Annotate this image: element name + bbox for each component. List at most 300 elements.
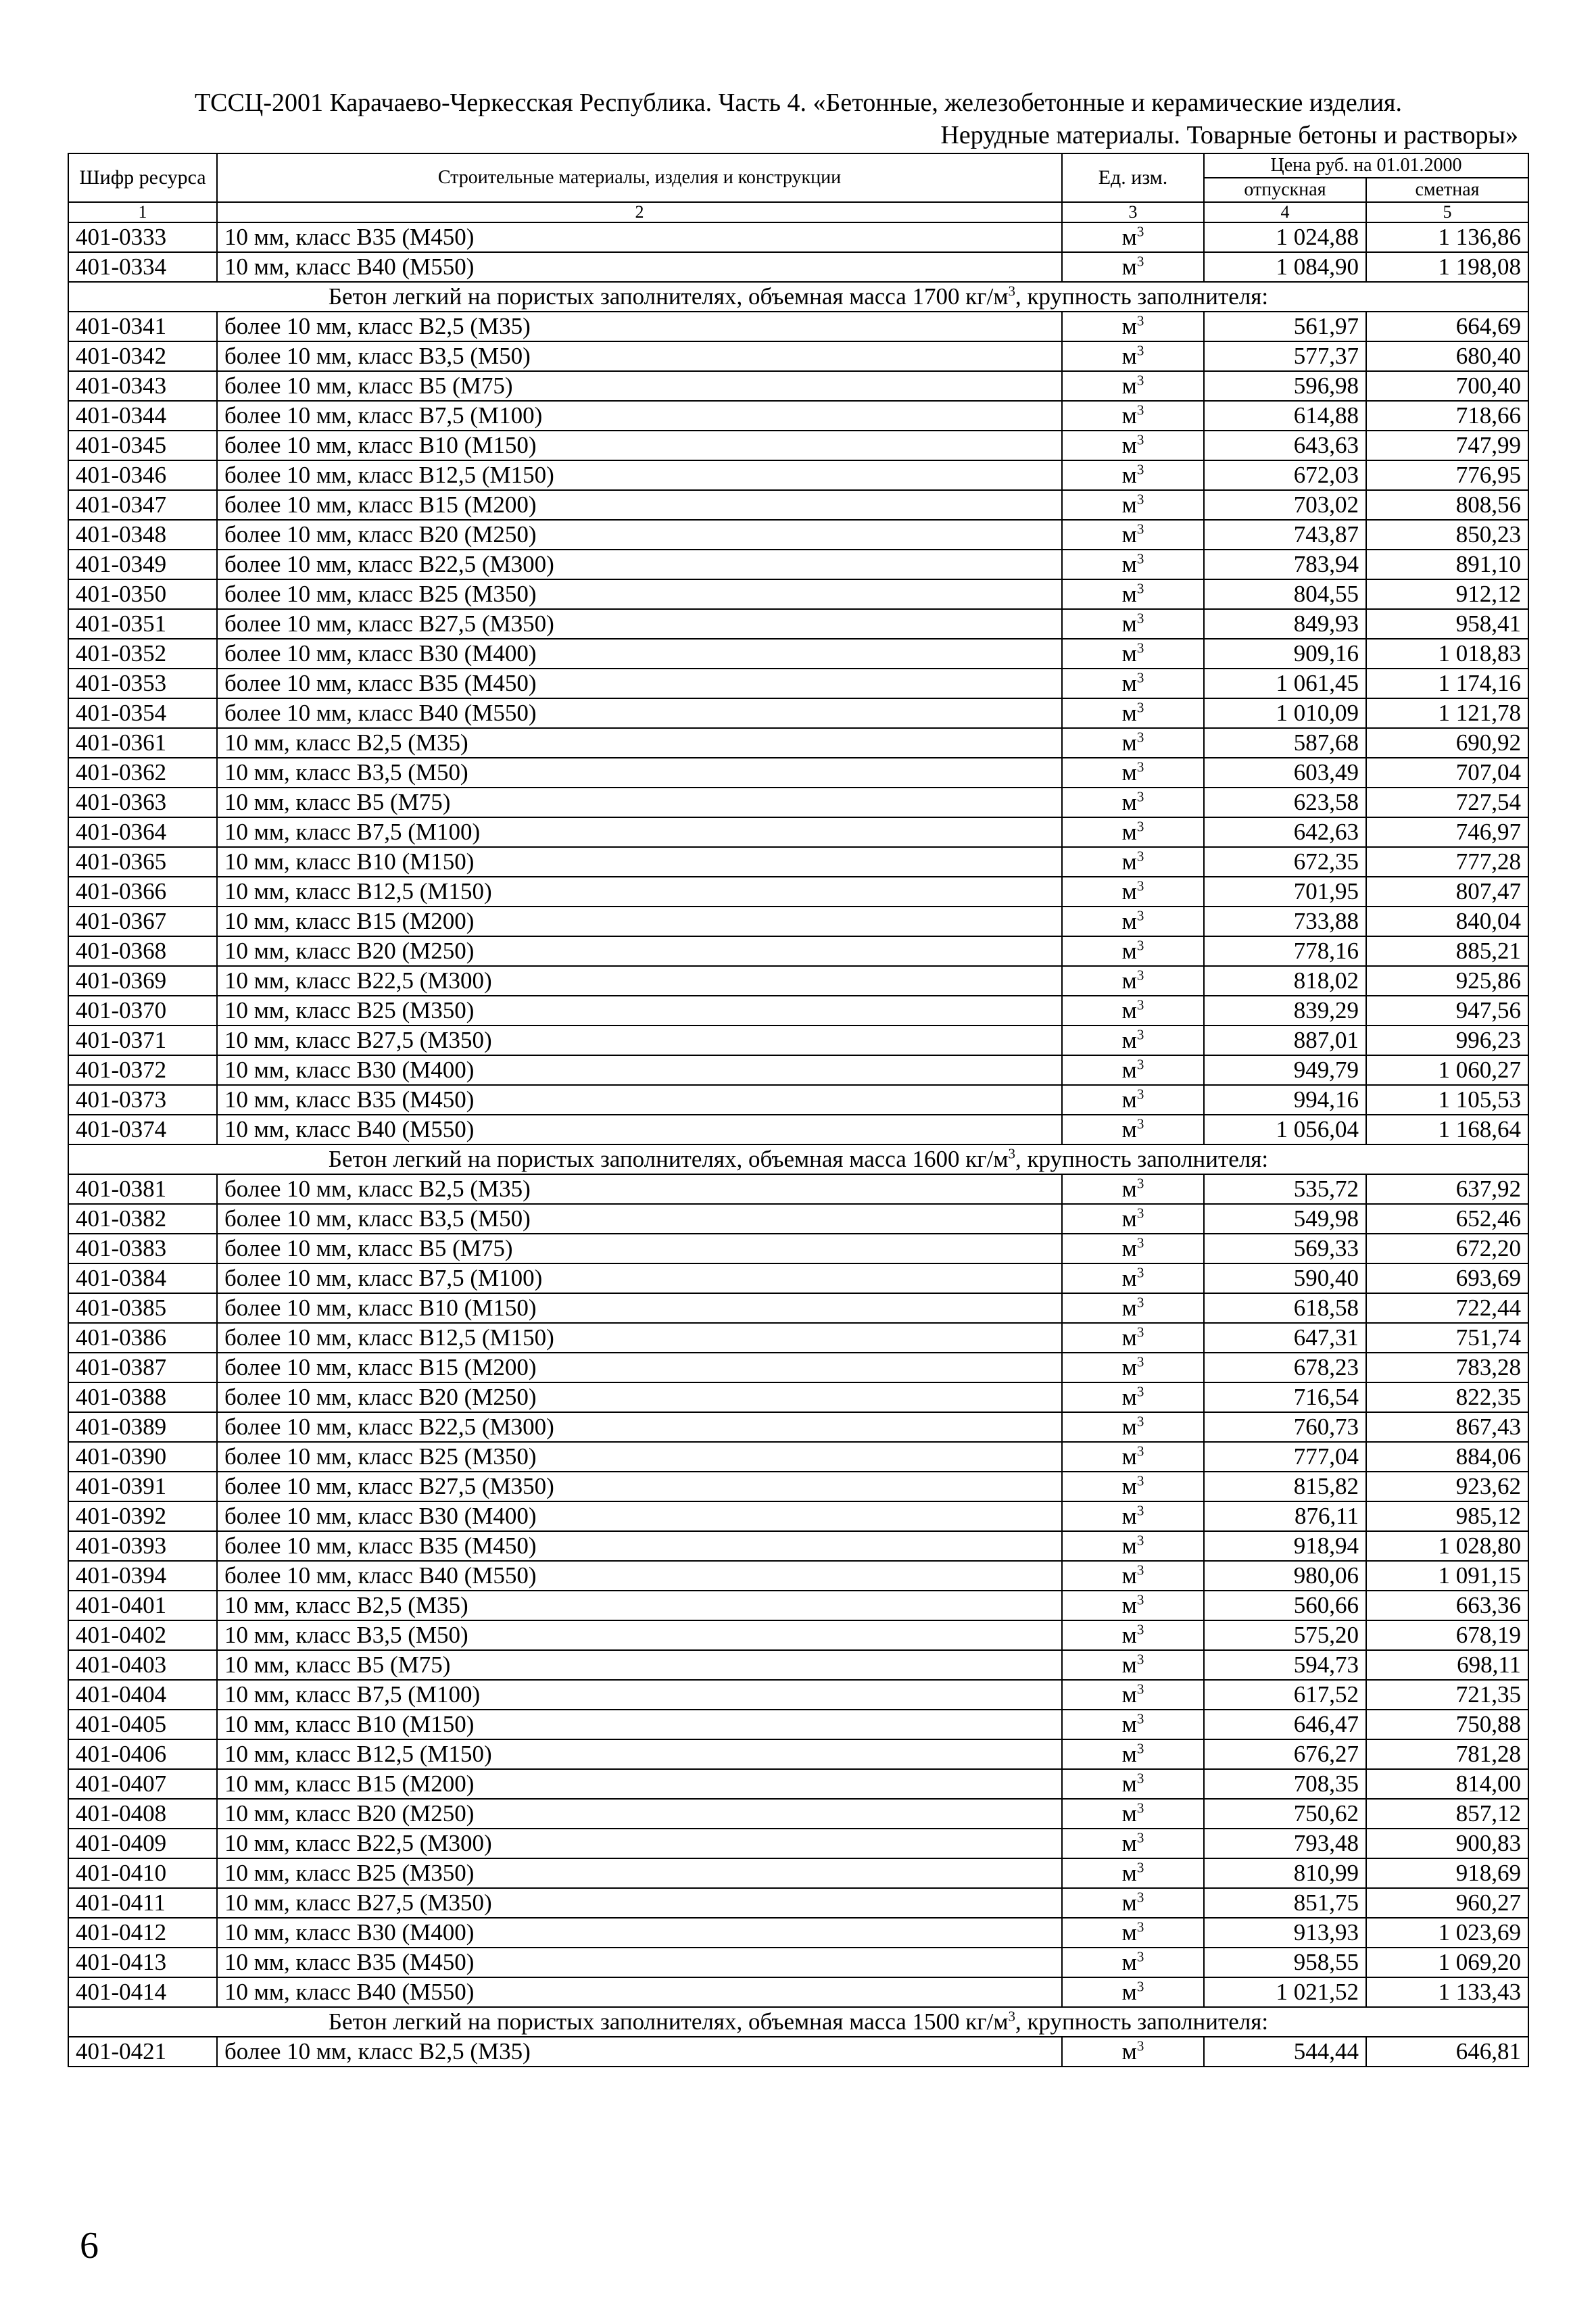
release-price: 716,54 <box>1204 1382 1366 1412</box>
unit-base: м <box>1121 997 1137 1023</box>
material-name: более 10 мм, класс В12,5 (М150) <box>217 1323 1062 1353</box>
estimate-price: 857,12 <box>1366 1799 1528 1829</box>
release-price: 733,88 <box>1204 907 1366 936</box>
unit-base: м <box>1121 254 1137 280</box>
resource-code: 401-0381 <box>68 1174 217 1204</box>
material-name: более 10 мм, класс В22,5 (М300) <box>217 550 1062 579</box>
resource-code: 401-0362 <box>68 758 217 788</box>
table-row <box>68 1234 1528 1263</box>
unit-base: м <box>1121 1919 1137 1946</box>
unit-base: м <box>1121 759 1137 786</box>
unit-cell <box>1062 1353 1204 1382</box>
unit-exponent: 3 <box>1136 2037 1144 2054</box>
estimate-price: 1 069,20 <box>1366 1948 1528 1977</box>
unit-exponent: 3 <box>1136 1859 1144 1876</box>
material-name: более 10 мм, класс В5 (М75) <box>217 371 1062 401</box>
unit-cell <box>1062 1234 1204 1263</box>
unit-base: м <box>1121 1027 1137 1053</box>
table-row <box>68 222 1528 252</box>
estimate-price: 750,88 <box>1366 1710 1528 1739</box>
unit-base: м <box>1121 610 1137 637</box>
header-name: Строительные материалы, изделия и конструкции <box>217 153 1062 202</box>
header-unit: Ед. изм. <box>1062 153 1204 202</box>
unit-exponent: 3 <box>1136 1056 1144 1073</box>
column-number-row <box>68 202 1528 222</box>
unit-base: м <box>1121 1830 1137 1856</box>
unit-cell <box>1062 1829 1204 1858</box>
resource-code: 401-0372 <box>68 1055 217 1085</box>
table-row <box>68 1353 1528 1382</box>
column-number: 3 <box>1062 202 1204 222</box>
table-row <box>68 550 1528 579</box>
release-price: 913,93 <box>1204 1918 1366 1948</box>
unit-exponent: 3 <box>1136 461 1144 478</box>
material-name: 10 мм, класс В15 (М200) <box>217 907 1062 936</box>
unit-cell <box>1062 907 1204 936</box>
table-row <box>68 371 1528 401</box>
unit-exponent: 3 <box>1136 223 1144 240</box>
release-price: 618,58 <box>1204 1293 1366 1323</box>
estimate-price: 840,04 <box>1366 907 1528 936</box>
release-price: 1 056,04 <box>1204 1115 1366 1144</box>
table-row <box>68 1739 1528 1769</box>
unit-base: м <box>1121 1443 1137 1470</box>
unit-exponent: 3 <box>1136 1443 1144 1459</box>
estimate-price: 747,99 <box>1366 431 1528 460</box>
estimate-price: 822,35 <box>1366 1382 1528 1412</box>
material-name: 10 мм, класс В2,5 (М35) <box>217 728 1062 758</box>
resource-code: 401-0369 <box>68 966 217 996</box>
resource-code: 401-0370 <box>68 996 217 1026</box>
unit-exponent: 3 <box>1136 818 1144 835</box>
resource-code: 401-0408 <box>68 1799 217 1829</box>
release-price: 849,93 <box>1204 609 1366 639</box>
unit-cell <box>1062 1085 1204 1115</box>
unit-base: м <box>1121 1384 1137 1410</box>
release-price: 603,49 <box>1204 758 1366 788</box>
table-row <box>68 1412 1528 1442</box>
resource-code: 401-0384 <box>68 1263 217 1293</box>
resource-code: 401-0351 <box>68 609 217 639</box>
release-price: 678,23 <box>1204 1353 1366 1382</box>
material-name: 10 мм, класс В40 (М550) <box>217 1977 1062 2007</box>
unit-base: м <box>1121 1889 1137 1916</box>
release-price: 815,82 <box>1204 1472 1366 1501</box>
release-price: 708,35 <box>1204 1769 1366 1799</box>
resource-code: 401-0387 <box>68 1353 217 1382</box>
release-price: 1 084,90 <box>1204 252 1366 282</box>
material-name: 10 мм, класс В27,5 (М350) <box>217 1888 1062 1918</box>
unit-base: м <box>1121 1324 1137 1351</box>
material-name: 10 мм, класс В20 (М250) <box>217 1799 1062 1829</box>
unit-exponent: 3 <box>1136 1651 1144 1668</box>
estimate-price: 722,44 <box>1366 1293 1528 1323</box>
unit-cell <box>1062 222 1204 252</box>
estimate-price: 751,74 <box>1366 1323 1528 1353</box>
unit-base: м <box>1121 789 1137 815</box>
material-name: 10 мм, класс В35 (М450) <box>217 1085 1062 1115</box>
unit-exponent: 3 <box>1136 1502 1144 1519</box>
unit-exponent: 3 <box>1136 1026 1144 1043</box>
table-row <box>68 431 1528 460</box>
material-name: 10 мм, класс В12,5 (М150) <box>217 1739 1062 1769</box>
unit-cell <box>1062 1263 1204 1293</box>
estimate-price: 891,10 <box>1366 550 1528 579</box>
resource-code: 401-0371 <box>68 1026 217 1055</box>
release-price: 590,40 <box>1204 1263 1366 1293</box>
table-row <box>68 1591 1528 1620</box>
material-name: более 10 мм, класс В7,5 (М100) <box>217 401 1062 431</box>
table-row <box>68 877 1528 907</box>
header-price: Цена руб. на 01.01.2000 <box>1204 153 1528 178</box>
unit-cell <box>1062 252 1204 282</box>
estimate-price: 947,56 <box>1366 996 1528 1026</box>
unit-cell <box>1062 996 1204 1026</box>
material-name: 10 мм, класс В12,5 (М150) <box>217 877 1062 907</box>
release-price: 561,97 <box>1204 312 1366 341</box>
resource-code: 401-0374 <box>68 1115 217 1144</box>
table-row <box>68 1680 1528 1710</box>
resource-code: 401-0350 <box>68 579 217 609</box>
resource-code: 401-0343 <box>68 371 217 401</box>
section-title-suffix: , крупность заполнителя: <box>1015 283 1269 310</box>
estimate-price: 777,28 <box>1366 847 1528 877</box>
estimate-price: 700,40 <box>1366 371 1528 401</box>
table-row <box>68 847 1528 877</box>
estimate-price: 746,97 <box>1366 817 1528 847</box>
unit-cell <box>1062 758 1204 788</box>
estimate-price: 814,00 <box>1366 1769 1528 1799</box>
release-price: 701,95 <box>1204 877 1366 907</box>
resource-code: 401-0394 <box>68 1561 217 1591</box>
resource-code: 401-0390 <box>68 1442 217 1472</box>
release-price: 587,68 <box>1204 728 1366 758</box>
resource-code: 401-0346 <box>68 460 217 490</box>
material-name: 10 мм, класс В22,5 (М300) <box>217 966 1062 996</box>
unit-base: м <box>1121 551 1137 577</box>
header-estimate-price: сметная <box>1366 178 1528 202</box>
section-title-suffix: , крупность заполнителя: <box>1015 2008 1269 2035</box>
material-name: более 10 мм, класс В40 (М550) <box>217 1561 1062 1591</box>
estimate-price: 783,28 <box>1366 1353 1528 1382</box>
section-title <box>68 1144 1528 1174</box>
release-price: 909,16 <box>1204 639 1366 669</box>
section-title-text: Бетон легкий на пористых заполнителях, объемная масса 1700 кг/м <box>328 283 1009 310</box>
section-title-text: Бетон легкий на пористых заполнителях, объемная масса 1500 кг/м <box>328 2008 1009 2035</box>
unit-cell <box>1062 1799 1204 1829</box>
unit-exponent: 3 <box>1136 312 1144 329</box>
unit-exponent: 3 <box>1136 1294 1144 1311</box>
unit-exponent: 3 <box>1136 1086 1144 1103</box>
table-row <box>68 1501 1528 1531</box>
unit-base: м <box>1121 908 1137 934</box>
release-price: 743,87 <box>1204 520 1366 550</box>
unit-base: м <box>1121 372 1137 399</box>
table-row <box>68 758 1528 788</box>
resource-code: 401-0364 <box>68 817 217 847</box>
table-row <box>68 1620 1528 1650</box>
unit-base: м <box>1121 848 1137 875</box>
unit-base: м <box>1121 878 1137 904</box>
unit-exponent: 3 <box>1136 1889 1144 1906</box>
resource-code: 401-0368 <box>68 936 217 966</box>
unit-base: м <box>1121 1681 1137 1708</box>
unit-base: м <box>1121 1533 1137 1559</box>
unit-cell <box>1062 431 1204 460</box>
resource-code: 401-0421 <box>68 2037 217 2067</box>
resource-code: 401-0413 <box>68 1948 217 1977</box>
estimate-price: 960,27 <box>1366 1888 1528 1918</box>
release-price: 643,63 <box>1204 431 1366 460</box>
section-title-suffix: , крупность заполнителя: <box>1015 1146 1269 1172</box>
estimate-price: 672,20 <box>1366 1234 1528 1263</box>
material-name: более 10 мм, класс В15 (М200) <box>217 490 1062 520</box>
resource-code: 401-0366 <box>68 877 217 907</box>
release-price: 760,73 <box>1204 1412 1366 1442</box>
estimate-price: 1 023,69 <box>1366 1918 1528 1948</box>
unit-exponent: 3 <box>1136 788 1144 805</box>
table-row <box>68 609 1528 639</box>
unit-exponent: 3 <box>1136 1532 1144 1549</box>
unit-cell <box>1062 728 1204 758</box>
resource-code: 401-0342 <box>68 341 217 371</box>
unit-exponent: 3 <box>1136 967 1144 984</box>
resource-code: 401-0349 <box>68 550 217 579</box>
estimate-price: 900,83 <box>1366 1829 1528 1858</box>
unit-exponent: 3 <box>1136 1562 1144 1578</box>
resource-code: 401-0341 <box>68 312 217 341</box>
unit-exponent: 3 <box>1136 640 1144 656</box>
unit-base: м <box>1121 313 1137 339</box>
table-row <box>68 2037 1528 2067</box>
section-title-exponent: 3 <box>1008 2008 1015 2025</box>
release-price: 851,75 <box>1204 1888 1366 1918</box>
unit-base: м <box>1121 462 1137 488</box>
release-price: 918,94 <box>1204 1531 1366 1561</box>
estimate-price: 781,28 <box>1366 1739 1528 1769</box>
release-price: 994,16 <box>1204 1085 1366 1115</box>
unit-cell <box>1062 669 1204 698</box>
unit-base: м <box>1121 967 1137 994</box>
table-row <box>68 1323 1528 1353</box>
material-name: 10 мм, класс В5 (М75) <box>217 788 1062 817</box>
unit-exponent: 3 <box>1136 699 1144 716</box>
section-header-row <box>68 282 1528 312</box>
unit-cell <box>1062 936 1204 966</box>
resource-code: 401-0405 <box>68 1710 217 1739</box>
unit-cell <box>1062 1174 1204 1204</box>
unit-base: м <box>1121 1770 1137 1797</box>
unit-exponent: 3 <box>1136 669 1144 686</box>
table-row <box>68 817 1528 847</box>
resource-code: 401-0334 <box>68 252 217 282</box>
resource-code: 401-0385 <box>68 1293 217 1323</box>
unit-exponent: 3 <box>1136 1175 1144 1192</box>
unit-exponent: 3 <box>1136 1234 1144 1251</box>
table-row <box>68 341 1528 371</box>
unit-cell <box>1062 1293 1204 1323</box>
unit-cell <box>1062 1858 1204 1888</box>
table-row <box>68 936 1528 966</box>
unit-exponent: 3 <box>1136 1919 1144 1935</box>
release-price: 778,16 <box>1204 936 1366 966</box>
material-name: 10 мм, класс В22,5 (М300) <box>217 1829 1062 1858</box>
estimate-price: 923,62 <box>1366 1472 1528 1501</box>
unit-exponent: 3 <box>1136 1800 1144 1816</box>
release-price: 535,72 <box>1204 1174 1366 1204</box>
unit-cell <box>1062 579 1204 609</box>
resource-code: 401-0392 <box>68 1501 217 1531</box>
page-number: 6 <box>80 2225 99 2267</box>
unit-cell <box>1062 847 1204 877</box>
unit-cell <box>1062 490 1204 520</box>
unit-exponent: 3 <box>1136 1770 1144 1787</box>
unit-cell <box>1062 1948 1204 1977</box>
unit-exponent: 3 <box>1136 431 1144 448</box>
material-name: более 10 мм, класс В30 (М400) <box>217 639 1062 669</box>
resource-code: 401-0353 <box>68 669 217 698</box>
unit-cell <box>1062 1650 1204 1680</box>
unit-base: м <box>1121 1265 1137 1291</box>
material-name: 10 мм, класс В20 (М250) <box>217 936 1062 966</box>
estimate-price: 718,66 <box>1366 401 1528 431</box>
unit-base: м <box>1121 1235 1137 1261</box>
unit-base: м <box>1121 1414 1137 1440</box>
unit-base: м <box>1121 1562 1137 1589</box>
unit-exponent: 3 <box>1136 729 1144 746</box>
material-name: 10 мм, класс В40 (М550) <box>217 1115 1062 1144</box>
estimate-price: 690,92 <box>1366 728 1528 758</box>
unit-base: м <box>1121 1176 1137 1202</box>
document-title-line2: Нерудные материалы. Товарные бетоны и растворы» <box>940 121 1518 149</box>
table-row <box>68 1977 1528 2007</box>
unit-base: м <box>1121 729 1137 756</box>
table-row <box>68 698 1528 728</box>
table-row <box>68 490 1528 520</box>
resource-code: 401-0373 <box>68 1085 217 1115</box>
table-row <box>68 1650 1528 1680</box>
unit-cell <box>1062 520 1204 550</box>
table-row <box>68 460 1528 490</box>
unit-exponent: 3 <box>1136 1591 1144 1608</box>
material-name: более 10 мм, класс В22,5 (М300) <box>217 1412 1062 1442</box>
unit-base: м <box>1121 1622 1137 1648</box>
unit-cell <box>1062 877 1204 907</box>
table-row <box>68 1055 1528 1085</box>
table-body <box>68 222 1528 2067</box>
unit-cell <box>1062 639 1204 669</box>
table-row <box>68 1472 1528 1501</box>
estimate-price: 693,69 <box>1366 1263 1528 1293</box>
unit-cell <box>1062 1115 1204 1144</box>
unit-cell <box>1062 609 1204 639</box>
unit-base: м <box>1121 1651 1137 1678</box>
unit-cell <box>1062 401 1204 431</box>
resource-code: 401-0354 <box>68 698 217 728</box>
unit-base: м <box>1121 1295 1137 1321</box>
release-price: 676,27 <box>1204 1739 1366 1769</box>
material-name: 10 мм, класс В10 (М150) <box>217 847 1062 877</box>
resource-code: 401-0409 <box>68 1829 217 1858</box>
estimate-price: 918,69 <box>1366 1858 1528 1888</box>
table-row <box>68 728 1528 758</box>
unit-base: м <box>1121 1205 1137 1232</box>
unit-cell <box>1062 341 1204 371</box>
table-row <box>68 1799 1528 1829</box>
material-name: 10 мм, класс В30 (М400) <box>217 1918 1062 1948</box>
material-name: более 10 мм, класс В3,5 (М50) <box>217 341 1062 371</box>
estimate-price: 1 168,64 <box>1366 1115 1528 1144</box>
unit-exponent: 3 <box>1136 402 1144 418</box>
table-row <box>68 669 1528 698</box>
estimate-price: 867,43 <box>1366 1412 1528 1442</box>
table-header <box>68 153 1528 222</box>
release-price: 594,73 <box>1204 1650 1366 1680</box>
release-price: 614,88 <box>1204 401 1366 431</box>
header-code: Шифр ресурса <box>68 153 217 202</box>
unit-base: м <box>1121 1592 1137 1618</box>
estimate-price: 1 060,27 <box>1366 1055 1528 1085</box>
estimate-price: 912,12 <box>1366 579 1528 609</box>
unit-cell <box>1062 1055 1204 1085</box>
section-title-exponent: 3 <box>1008 283 1015 299</box>
release-price: 647,31 <box>1204 1323 1366 1353</box>
estimate-price: 776,95 <box>1366 460 1528 490</box>
release-price: 793,48 <box>1204 1829 1366 1858</box>
release-price: 1 010,09 <box>1204 698 1366 728</box>
material-name: более 10 мм, класс В5 (М75) <box>217 1234 1062 1263</box>
table-row <box>68 1561 1528 1591</box>
table-row <box>68 1888 1528 1918</box>
table-row <box>68 1263 1528 1293</box>
table-row <box>68 401 1528 431</box>
unit-base: м <box>1121 1354 1137 1380</box>
estimate-price: 958,41 <box>1366 609 1528 639</box>
unit-cell <box>1062 312 1204 341</box>
material-name: более 10 мм, класс В25 (М350) <box>217 579 1062 609</box>
release-price: 777,04 <box>1204 1442 1366 1472</box>
material-name: более 10 мм, класс В20 (М250) <box>217 520 1062 550</box>
resource-code: 401-0347 <box>68 490 217 520</box>
unit-base: м <box>1121 432 1137 458</box>
table-row <box>68 1858 1528 1888</box>
resource-code: 401-0406 <box>68 1739 217 1769</box>
unit-base: м <box>1121 1503 1137 1529</box>
section-title-text: Бетон легкий на пористых заполнителях, объемная масса 1600 кг/м <box>328 1146 1009 1172</box>
unit-exponent: 3 <box>1136 907 1144 924</box>
estimate-price: 808,56 <box>1366 490 1528 520</box>
unit-cell <box>1062 371 1204 401</box>
table-row <box>68 788 1528 817</box>
release-price: 810,99 <box>1204 1858 1366 1888</box>
document-title-line1: ТССЦ-2001 Карачаево-Черкесская Республика. Часть 4. «Бетонные, железобетонные и керамические изделия. <box>194 89 1403 117</box>
release-price: 617,52 <box>1204 1680 1366 1710</box>
unit-exponent: 3 <box>1136 342 1144 359</box>
material-name: 10 мм, класс В25 (М350) <box>217 996 1062 1026</box>
release-price: 703,02 <box>1204 490 1366 520</box>
estimate-price: 996,23 <box>1366 1026 1528 1055</box>
unit-base: м <box>1121 1116 1137 1142</box>
release-price: 958,55 <box>1204 1948 1366 1977</box>
table-row <box>68 1948 1528 1977</box>
section-title <box>68 2007 1528 2037</box>
material-name: 10 мм, класс В27,5 (М350) <box>217 1026 1062 1055</box>
column-number: 4 <box>1204 202 1366 222</box>
release-price: 560,66 <box>1204 1591 1366 1620</box>
release-price: 642,63 <box>1204 817 1366 847</box>
unit-cell <box>1062 698 1204 728</box>
table-row <box>68 907 1528 936</box>
